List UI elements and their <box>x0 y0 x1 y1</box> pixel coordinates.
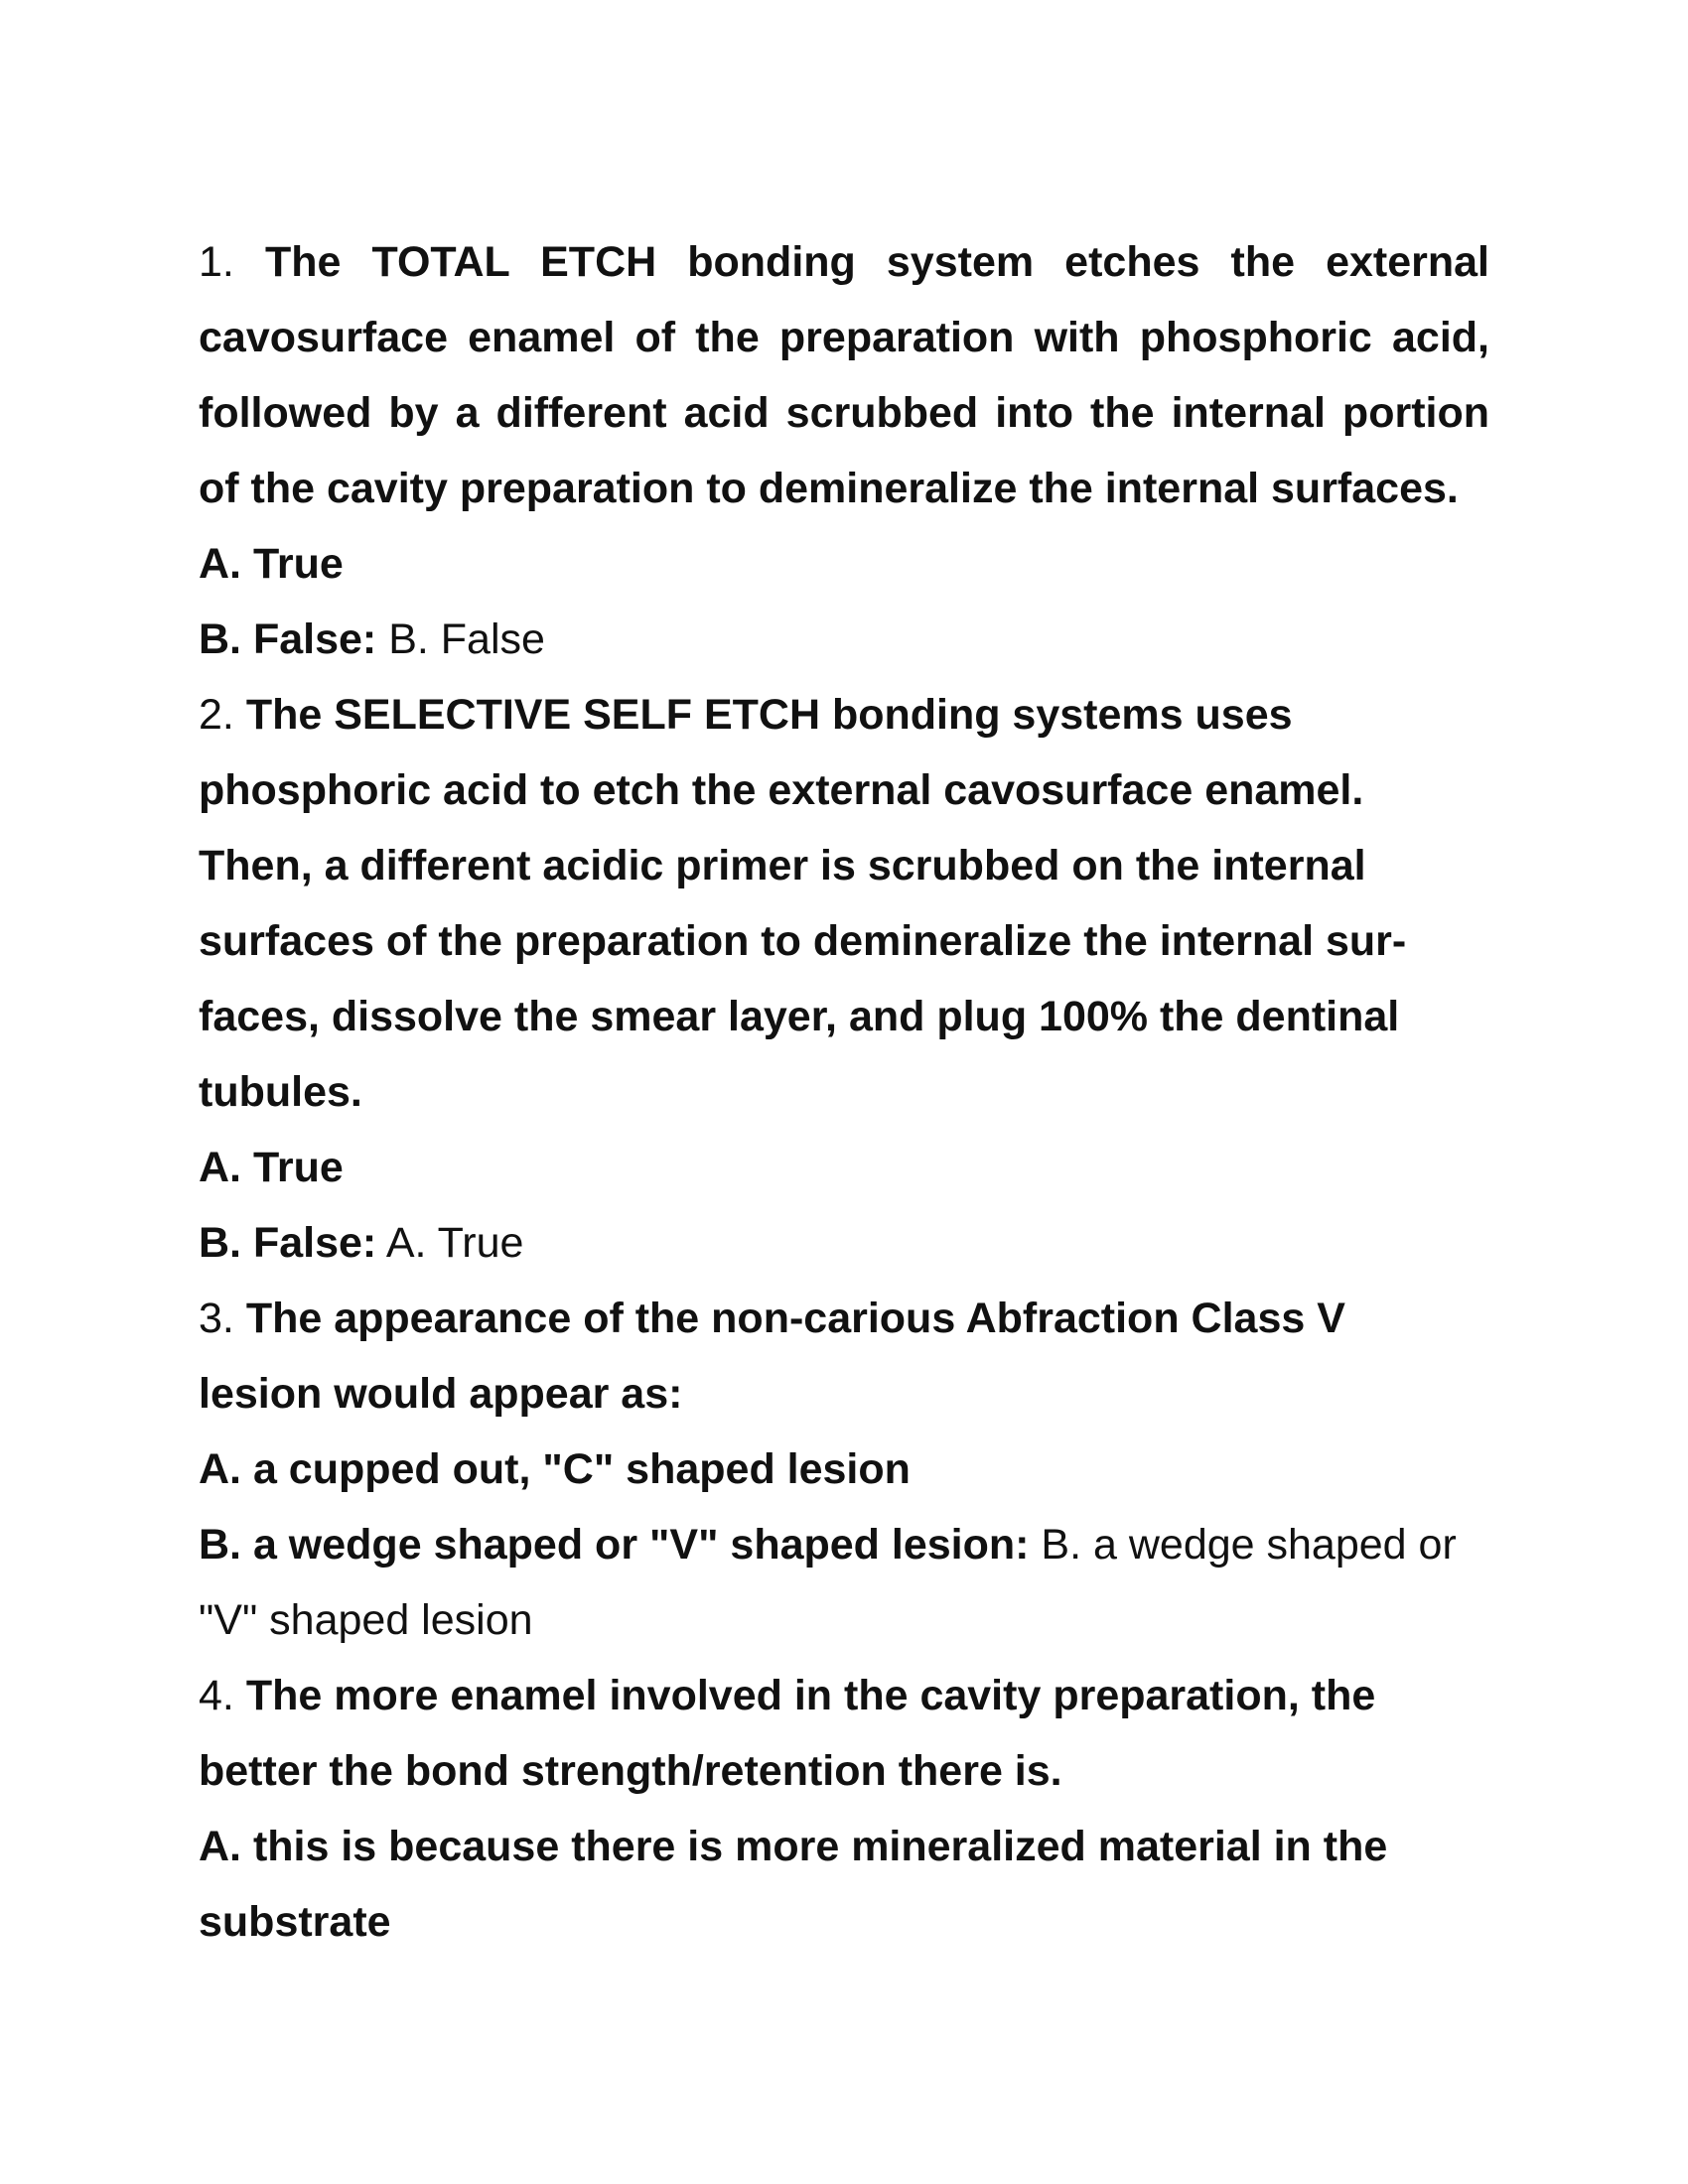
question-3-option-a: A. a cupped out, "C" shaped lesion <box>199 1445 911 1493</box>
question-1-option-b: B. False: <box>199 615 377 663</box>
question-1-option-a: A. True <box>199 540 344 588</box>
question-1-number: 1. <box>199 238 234 286</box>
question-2-stem-line <box>199 677 1489 752</box>
question-4-option-a-line-2: substrate <box>199 1898 391 1946</box>
question-4-number: 4. <box>199 1672 234 1719</box>
question-2-text-line-1: The SELECTIVE SELF ETCH bonding systems uses <box>245 691 1293 739</box>
question-2-answer: A. True <box>385 1219 524 1267</box>
question-2-text-line-4: surfaces of the preparation to demineralize the internal sur- <box>199 917 1407 965</box>
question-2-text-line-6: tubules. <box>199 1068 362 1116</box>
question-4-option-a-line-1: A. this is because there is more mineralized material in the <box>199 1823 1388 1870</box>
question-4 <box>199 1658 1489 1960</box>
question-3 <box>199 1281 1489 1658</box>
question-2-option-a: A. True <box>199 1144 344 1191</box>
question-2-number: 2. <box>199 691 234 739</box>
question-3-text-line-2: lesion would appear as: <box>199 1370 683 1418</box>
question-4-stem-line <box>199 1658 1489 1733</box>
question-2-text-line-5: faces, dissolve the smear layer, and plug 100% the dentinal <box>199 993 1400 1040</box>
question-3-option-b: B. a wedge shaped or "V" shaped lesion: <box>199 1521 1030 1569</box>
question-3-option-b-row <box>199 1507 1489 1582</box>
question-2 <box>199 677 1489 1281</box>
question-4-text-line-1: The more enamel involved in the cavity preparation, the <box>245 1672 1376 1719</box>
question-2-text-line-3: Then, a different acidic primer is scrubbed on the internal <box>199 842 1366 889</box>
question-4-text-line-2: better the bond strength/retention there is. <box>199 1747 1062 1795</box>
document-page <box>199 224 1489 1960</box>
question-3-stem-line <box>199 1281 1489 1356</box>
question-1 <box>199 224 1489 677</box>
question-2-text-line-2: phosphoric acid to etch the external cavosurface enamel. <box>199 766 1364 814</box>
question-2-option-b: B. False: <box>199 1219 377 1267</box>
question-3-text-line-1: The appearance of the non-carious Abfraction Class V <box>245 1295 1345 1342</box>
question-3-answer-line-2: "V" shaped lesion <box>199 1596 533 1644</box>
question-1-option-b-row <box>199 602 1489 677</box>
question-3-answer-line-1: B. a wedge shaped or <box>1041 1521 1457 1569</box>
question-1-answer: B. False <box>388 615 545 663</box>
question-3-number: 3. <box>199 1295 234 1342</box>
question-1-stem <box>199 224 1489 526</box>
question-1-text: The TOTAL ETCH bonding system etches the external cavosurface enamel of the preparation with phosphoric acid, followed by a different acid scrubbed into the internal portion of the cavity preparation to demineralize the internal surfaces. <box>199 238 1490 512</box>
question-2-option-b-row <box>199 1205 1489 1281</box>
